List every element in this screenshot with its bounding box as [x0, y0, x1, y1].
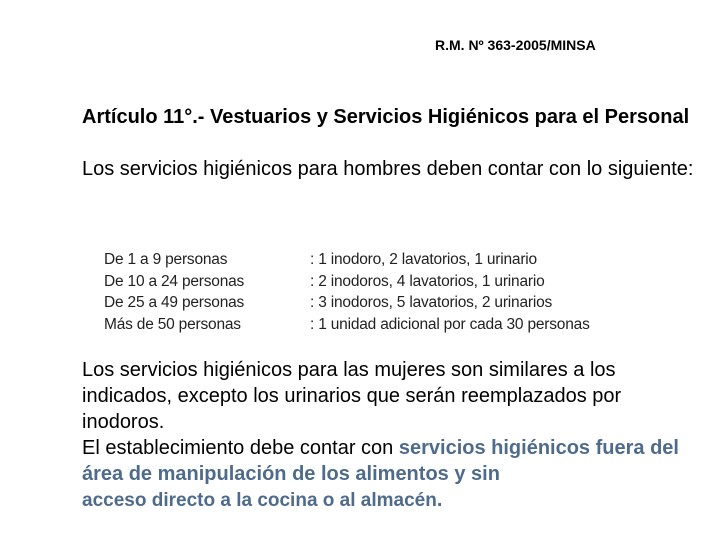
article-heading: Artículo 11°.- Vestuarios y Servicios Higiénicos para el Personal: [82, 106, 690, 128]
requirement-cell: : 2 inodoros, 4 lavatorios, 1 urinario: [310, 272, 545, 290]
range-cell: De 1 a 9 personas: [104, 251, 228, 268]
requirement-cell: : 1 unidad adicional por cada 30 personas: [310, 315, 590, 333]
requirement-cell: : 1 inodoro, 2 lavatorios, 1 urinario: [310, 251, 537, 268]
requirement-cell: : 3 inodoros, 5 lavatorios, 2 urinarios: [310, 294, 553, 311]
table-row: [104, 249, 590, 271]
resolution-reference: R.M. Nº 363-2005/MINSA: [435, 37, 596, 53]
establishment-period: .: [436, 489, 443, 511]
women-and-establishment-text: [82, 357, 702, 514]
establishment-highlight-continued: acceso directo a la cocina o al almacén: [82, 490, 437, 511]
range-cell: Más de 50 personas: [104, 315, 241, 333]
table-row: [104, 292, 590, 314]
establishment-highlight: servicios higiénicos fuera del área de manipulación de los alimentos y sin: [82, 437, 679, 485]
range-cell: De 10 a 24 personas: [104, 272, 245, 290]
requirements-table: [104, 249, 590, 335]
table-row: [104, 271, 590, 293]
article-intro: Los servicios higiénicos para hombres deben contar con lo siguiente:: [82, 158, 694, 180]
range-cell: De 25 a 49 personas: [104, 294, 245, 311]
establishment-lead: El establecimiento debe contar con: [82, 437, 399, 459]
table-row: [104, 314, 590, 336]
women-paragraph: Los servicios higiénicos para las mujeres son similares a los indicados, excepto los urinarios que serán reemplazados por inodoros.: [82, 359, 622, 433]
